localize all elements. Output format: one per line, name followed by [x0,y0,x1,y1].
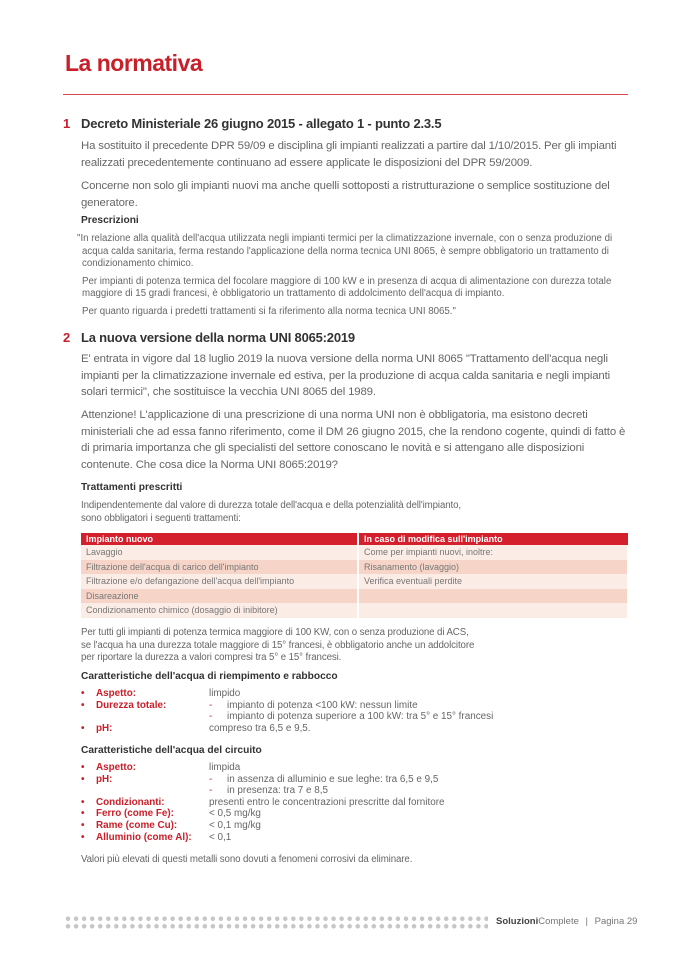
table-cell: Filtrazione e/o defangazione dell'acqua dell'impianto [81,574,358,589]
item-value: < 0,5 mg/kg [209,808,261,820]
bullet-icon: • [81,808,85,820]
treatments-intro-line: sono obbligatori i seguenti trattamenti: [81,512,241,524]
table-row [81,574,628,589]
note-line: per riportare la durezza a valori compresi tra 5° e 15° francesi. [81,652,342,664]
item-value: limpido [209,688,241,699]
footer-dot-pattern [64,915,488,931]
list-item [81,820,444,832]
list-item-continuation [81,785,444,797]
treatments-intro-line: Indipendentemente dal valore di durezza totale dell'acqua e della potenzialità dell'impianto, [81,500,462,511]
bullet-icon: • [81,762,85,773]
dash-icon: - [209,773,213,785]
list-item-continuation [81,711,493,723]
table-cell: Come per impianti nuovi, inoltre: [358,545,628,560]
bullet-icon: • [81,831,85,843]
prescrizioni-quote [77,233,632,324]
list-item [81,797,444,809]
quote-paragraph: Per quanto riguarda i predetti trattamenti si fa riferimento alla norma tecnica UNI 8065." [82,305,456,317]
item-value: < 0,1 mg/kg [209,819,261,831]
table-cell: Condizionamento chimico (dosaggio di inibitore) [81,603,358,618]
note-line: se l'acqua ha una durezza totale maggiore di 15° francesi, è obbligatorio anche un addolcitore [81,639,475,651]
list-item [81,808,444,820]
prescrizioni-heading: Prescrizioni [81,215,139,226]
bullet-icon: • [81,722,85,734]
dash-icon: - [209,699,213,711]
fill-water-heading: Caratteristiche dell'acqua di riempimento e rabbocco [81,671,338,682]
table-row [81,589,628,604]
item-value: < 0,1 [209,831,232,843]
section-title: Decreto Ministeriale 26 giugno 2015 - allegato 1 - punto 2.3.5 [81,116,442,131]
table-cell: Lavaggio [81,545,358,560]
item-value: - in presenza: tra 7 e 8,5 [209,785,329,797]
brand-bold: Soluzioni [496,916,539,927]
item-value: presenti entro le concentrazioni prescritte dal fornitore [209,796,445,808]
list-item [81,832,444,844]
section-2-heading [63,330,355,345]
item-value: limpida [209,762,241,773]
quote-paragraph: "In relazione alla qualità dell'acqua utilizzata negli impianti termici per la climatizzazione invernale, con o senza produzione di acqua calda sanitaria, ferma restando l'applicazione della norma tecnica UNI 8065, è sempre obbligatorio un trattamento di condizionamento chimico. [77,233,613,270]
section-number: 2 [63,330,71,345]
item-label: pH: [96,773,113,785]
table-header-row [81,533,628,545]
list-item [81,700,493,712]
item-label: Rame (come Cu): [96,819,178,831]
closing-note: Valori più elevati di questi metalli sono dovuti a fenomeni corrosivi da eliminare. [81,854,413,865]
item-value: - impianto di potenza superiore a 100 kW: tra 5° e 15° francesi [209,711,494,723]
list-item [81,774,444,786]
list-item [81,688,493,700]
section-1-paragraph-1: Ha sostituito il precedente DPR 59/09 e disciplina gli impianti realizzati a partire dal 1/10/2015. Per gli impianti realizzati precedentemente continuano ad essere applicate le disposizioni del DPR 59/2009. [81,140,617,169]
softener-note [81,627,629,665]
bullet-icon: • [81,688,85,699]
treatments-intro [81,500,629,525]
table-row [81,603,628,618]
circuit-water-heading: Caratteristiche dell'acqua del circuito [81,745,262,756]
list-item [81,762,444,774]
item-value: - impianto di potenza <100 kW: nessun limite [209,699,418,711]
item-value: compreso tra 6,5 e 9,5. [209,722,311,734]
table-cell: Disareazione [81,589,358,604]
quote-paragraph: Per impianti di potenza termica del focolare maggiore di 100 kW e in presenza di acqua di alimentazione con durezza totale maggiore di 15 gradi francesi, è obbligatorio un trattamento di addolcimento dell'acqua di impianto. [82,275,612,300]
table-row [81,560,628,575]
item-label: Aspetto: [96,762,137,773]
table-cell: Filtrazione dell'acqua di carico dell'impianto [81,560,358,575]
dash-icon: - [209,785,213,797]
item-label: Ferro (come Fe): [96,808,174,820]
treatments-table [81,533,629,618]
section-2-paragraph-1: E' entrata in vigore dal 18 luglio 2019 la nuova versione della norma UNI 8065 "Trattamento dell'acqua negli impianti per la climatizzazione invernale ed estiva, per la produzione di acqua calda sanitaria e negli impianti solari termici", che sostituisce la vecchia UNI 8065 del 1989. [81,353,610,398]
item-label: Durezza totale: [96,699,167,711]
column-header: Impianto nuovo [81,533,358,545]
table-row [81,545,628,560]
table-cell [358,603,628,618]
item-value: - in assenza di alluminio e sue leghe: tra 6,5 e 9,5 [209,773,439,785]
section-title: La nuova versione della norma UNI 8065:2019 [81,330,355,345]
item-label: Alluminio (come Al): [96,831,192,843]
bullet-icon: • [81,773,85,785]
section-1-heading [63,116,441,131]
section-1-paragraph-2: Concerne non solo gli impianti nuovi ma anche quelli sottoposti a ristrutturazione o semplice sostituzione del generatore. [81,180,610,209]
note-line: Per tutti gli impianti di potenza termica maggiore di 100 KW, con o senza produzione di ACS, [81,627,469,638]
bullet-icon: • [81,819,85,831]
footer-brand [496,916,637,927]
section-2-paragraph-2: Attenzione! L'applicazione di una prescrizione di una norma UNI non è obbligatoria, ma esistono decreti ministeriali che ad essa fanno riferimento, come il DM 26 giugno 2015, che la rendono cogente, quindi di fatto è di primaria importanza che gli specialisti del settore conoscano le novità e si attengano alle disposizioni contenute. Che cosa dice la Norma UNI 8065:2019? [81,409,626,471]
bullet-icon: • [81,699,85,711]
title-divider [63,94,628,95]
brand-regular: Complete [538,916,579,927]
section-number: 1 [63,116,71,131]
treatments-heading: Trattamenti prescritti [81,482,183,493]
list-item [81,723,493,735]
circuit-water-list [81,762,444,843]
item-label: Condizionanti: [96,796,165,808]
dash-icon: - [209,711,213,723]
footer-separator: | [585,916,588,927]
fill-water-list [81,688,493,734]
page-title: La normativa [65,50,203,76]
table-cell: Verifica eventuali perdite [358,574,628,589]
bullet-icon: • [81,796,85,808]
column-header: In caso di modifica sull'impianto [358,533,628,545]
item-label: Aspetto: [96,688,137,699]
table-cell [358,589,628,604]
page-number: Pagina 29 [594,916,638,927]
table-cell: Risanamento (lavaggio) [358,560,628,575]
item-label: pH: [96,722,113,734]
